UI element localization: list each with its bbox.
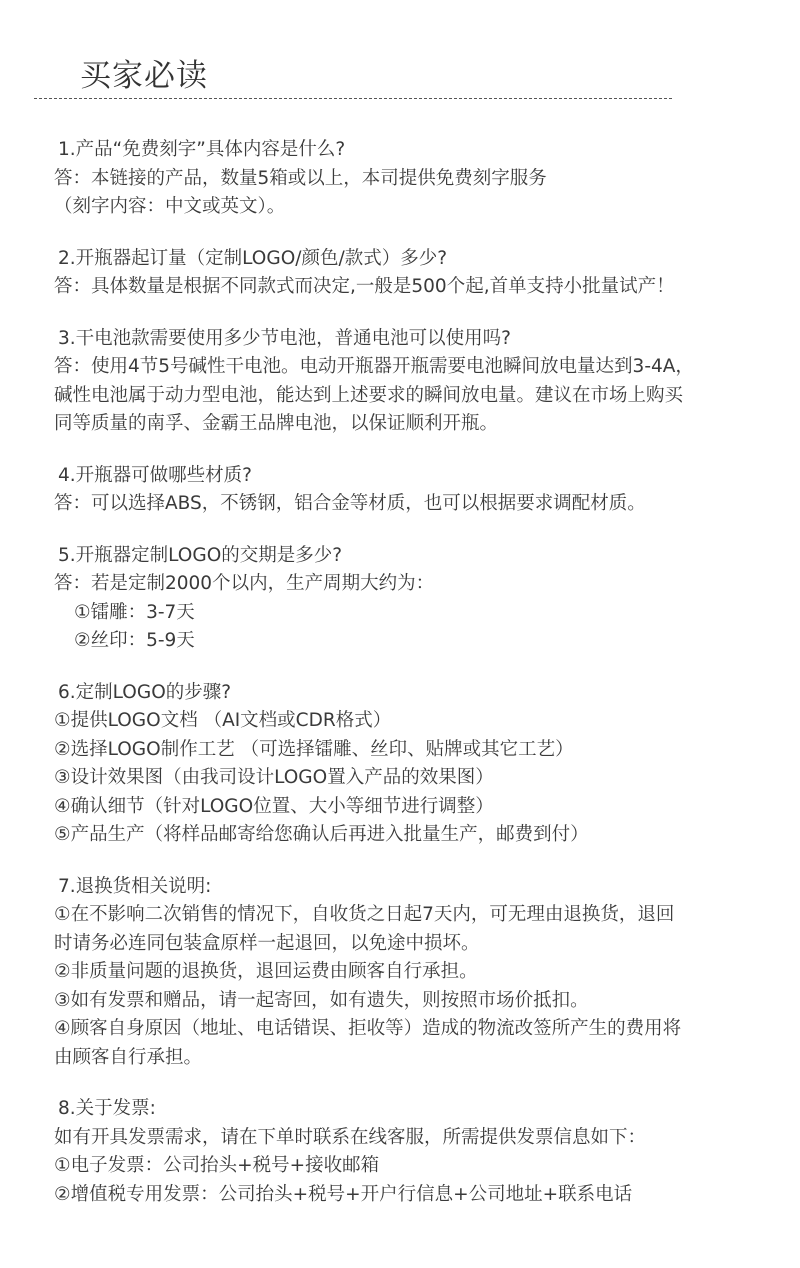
faq-answer-line: 碱性电池属于动力型电池，能达到上述要求的瞬间放电量。建议在市场上购买 [54, 384, 684, 406]
faq-answer-line: ③如有发票和赠品，请一起寄回，如有遗失，则按照市场价抵扣。 [54, 989, 589, 1011]
faq-answer-line: ②丝印：5-9天 [74, 630, 195, 651]
faq-answer-line: ⑤产品生产（将样品邮寄给您确认后再进入批量生产，邮费到付） [54, 824, 589, 845]
faq-question: 3.干电池款需要使用多少节电池，普通电池可以使用吗? [58, 327, 511, 349]
faq-answer-line: ②增值税专用发票：公司抬头+税号+开户行信息+公司地址+联系电话 [54, 1183, 633, 1205]
faq-answer-line: 时请务必连同包装盒原样一起退回，以免途中损坏。 [54, 932, 480, 954]
faq-answer-line: 答：使用4节5号碱性干电池。电动开瓶器开瓶需要电池瞬间放电量达到3-4A， [54, 356, 694, 377]
faq-answer-line: ①提供LOGO文档 （AI文档或CDR格式） [54, 710, 392, 731]
faq-question: 2.开瓶器起订量（定制LOGO/颜色/款式）多少? [58, 247, 448, 269]
faq-question: 1.产品“免费刻字”具体内容是什么? [58, 139, 346, 160]
faq-section-4 [54, 462, 794, 519]
page-title: 买家必读 [80, 58, 208, 94]
faq-answer-line: 答：本链接的产品，数量5箱或以上，本司提供免费刻字服务 [54, 167, 547, 189]
faq-question: 4.开瓶器可做哪些材质? [58, 464, 252, 486]
dashed-divider [34, 98, 672, 99]
faq-answer-line: 由顾客自行承担。 [54, 1046, 203, 1068]
faq-content [54, 136, 794, 1232]
faq-section-2 [54, 245, 794, 302]
faq-section-6 [54, 679, 794, 850]
faq-answer-line: ④顾客自身原因（地址、电话错误、拒收等）造成的物流改签所产生的费用将 [54, 1018, 682, 1039]
faq-answer-line: ③设计效果图（由我司设计LOGO置入产品的效果图） [54, 767, 494, 788]
faq-question: 6.定制LOGO的步骤? [58, 681, 232, 703]
faq-answer-line: 如有开具发票需求，请在下单时联系在线客服，所需提供发票信息如下： [54, 1126, 647, 1148]
faq-question: 5.开瓶器定制LOGO的交期是多少? [58, 544, 343, 566]
faq-section-3 [54, 325, 794, 439]
faq-section-1 [54, 136, 794, 222]
faq-answer-line: ②非质量问题的退换货，退回运费由顾客自行承担。 [54, 961, 478, 982]
faq-answer-line: 同等质量的南孚、金霸王品牌电池，以保证顺利开瓶。 [54, 413, 499, 434]
faq-answer-line: ①电子发票：公司抬头+税号+接收邮箱 [54, 1155, 380, 1176]
faq-section-5 [54, 542, 794, 656]
faq-answer-line: 答：具体数量是根据不同款式而决定,一般是500个起,首单支持小批量试产！ [54, 276, 675, 297]
faq-answer-line: （刻字内容：中文或英文）。 [54, 196, 286, 217]
faq-answer-line: ④确认细节（针对LOGO位置、大小等细节进行调整） [54, 795, 494, 817]
faq-question: 7.退换货相关说明: [58, 875, 212, 897]
faq-section-8 [54, 1095, 794, 1209]
faq-answer-line: ②选择LOGO制作工艺 （可选择镭雕、丝印、贴牌或其它工艺） [54, 738, 574, 760]
faq-answer-line: 答：若是定制2000个以内，生产周期大约为： [54, 573, 435, 594]
faq-question: 8.关于发票: [58, 1098, 156, 1119]
faq-answer-line: ①镭雕：3-7天 [74, 601, 195, 623]
faq-answer-line: ①在不影响二次销售的情况下，自收货之日起7天内，可无理由退换货，退回 [54, 904, 675, 925]
faq-section-7 [54, 873, 794, 1073]
faq-answer-line: 答：可以选择ABS，不锈钢，铝合金等材质，也可以根据要求调配材质。 [54, 493, 646, 514]
